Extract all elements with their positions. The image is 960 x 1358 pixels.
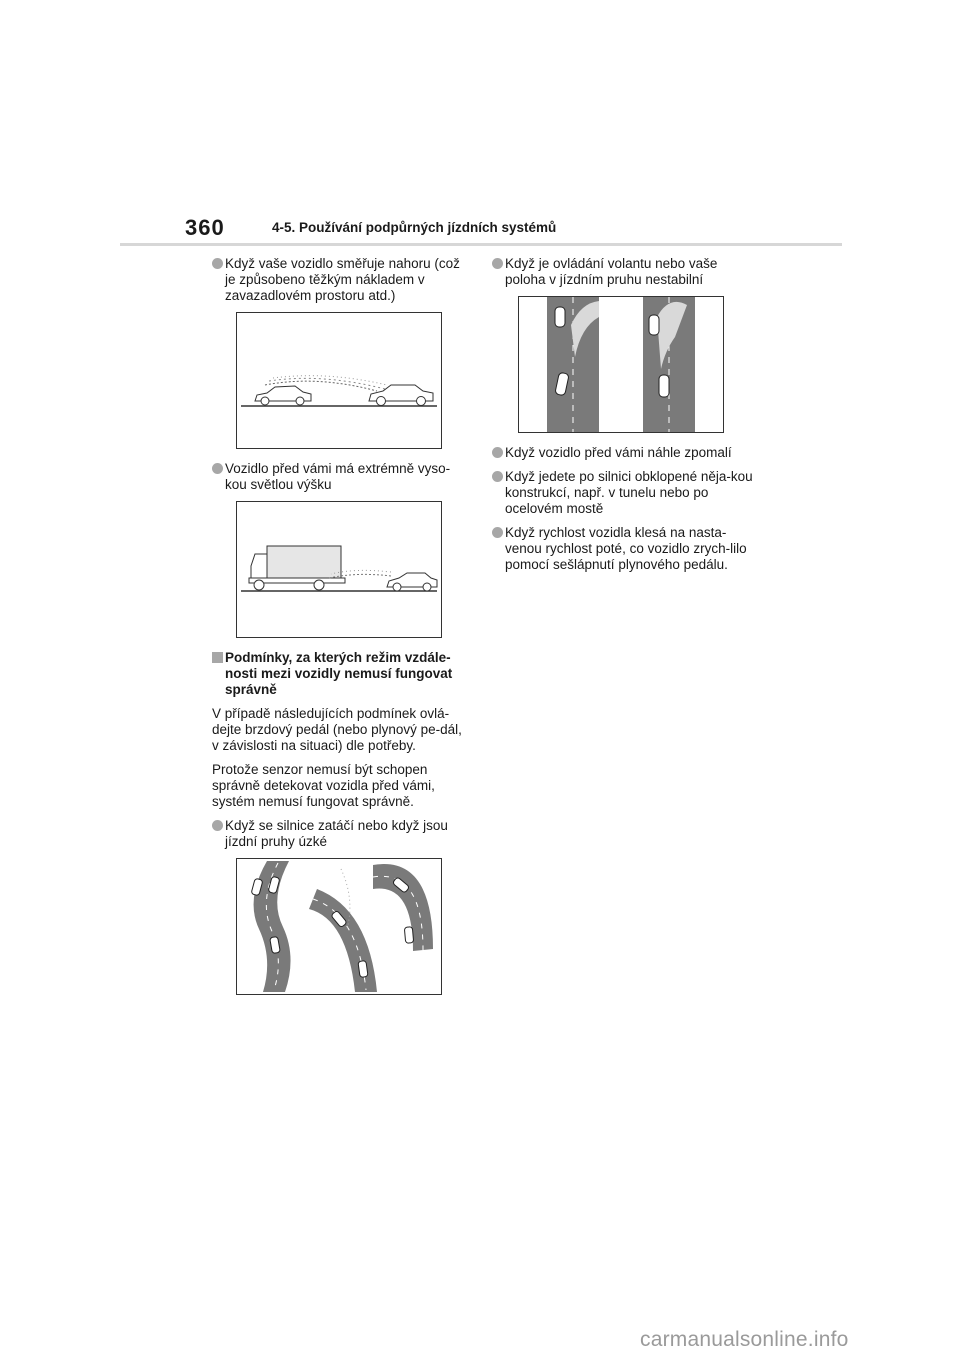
bullet-text: Když rychlost vozidla klesá na nasta-venou rychlost poté, co vozidlo zrych-lilo pomocí sešlápnutí plynového pedálu. [505,525,747,572]
heading-text: Podmínky, za kterých režim vzdále-nosti mezi vozidly nemusí fungovat správně [225,650,453,697]
left-column [212,256,468,1007]
bullet-dot-icon [212,820,223,831]
section-heading [212,650,468,698]
bullet-dot-icon [212,258,223,269]
paragraph: V případě následujících podmínek ovlá-dejte brzdový pedál (nebo plynový pe-dál, v závislosti na situaci) dle potřeby. [212,706,462,753]
figure-curved-narrow-road [236,858,442,995]
page-number: 360 [185,215,225,240]
bullet-dot-icon [212,463,223,474]
bullet-text: Když vaše vozidlo směřuje nahoru (což je způsobeno těžkým nákladem v zavazadlovém prostoru atd.) [225,256,460,303]
bullet-text: Když jedete po silnici obklopené něja-kou konstrukcí, např. v tunelu nebo po ocelovém mostě [505,469,753,516]
bullet-item [492,469,756,517]
bullet-dot-icon [492,258,503,269]
section-title: 4-5. Používání podpůrných jízdních systémů [272,220,557,235]
bullet-dot-icon [492,447,503,458]
bullet-item [212,461,468,493]
header-divider [120,243,842,246]
figure-high-clearance-vehicle [236,501,442,638]
bullet-item [212,256,468,304]
bullet-item [492,256,756,288]
bullet-dot-icon [492,471,503,482]
heading-square-icon [212,652,223,663]
figure-vehicle-pointing-up [236,312,442,449]
bullet-text: Když se silnice zatáčí nebo když jsou jízdní pruhy úzké [225,818,448,849]
bullet-item [492,525,756,573]
bullet-text: Když je ovládání volantu nebo vaše poloha v jízdním pruhu nestabilní [505,256,718,287]
right-column [492,256,756,581]
figure-unstable-lane-position [518,296,724,433]
bullet-item [492,445,756,461]
bullet-text: Vozidlo před vámi má extrémně vyso-kou světlou výšku [225,461,451,492]
bullet-item [212,818,468,850]
bullet-dot-icon [492,527,503,538]
watermark: carmanualsonline.info [640,1328,849,1351]
paragraph: Protože senzor nemusí být schopen správně detekovat vozidla před vámi, systém nemusí fungovat správně. [212,762,435,809]
bullet-text: Když vozidlo před vámi náhle zpomalí [505,445,732,460]
